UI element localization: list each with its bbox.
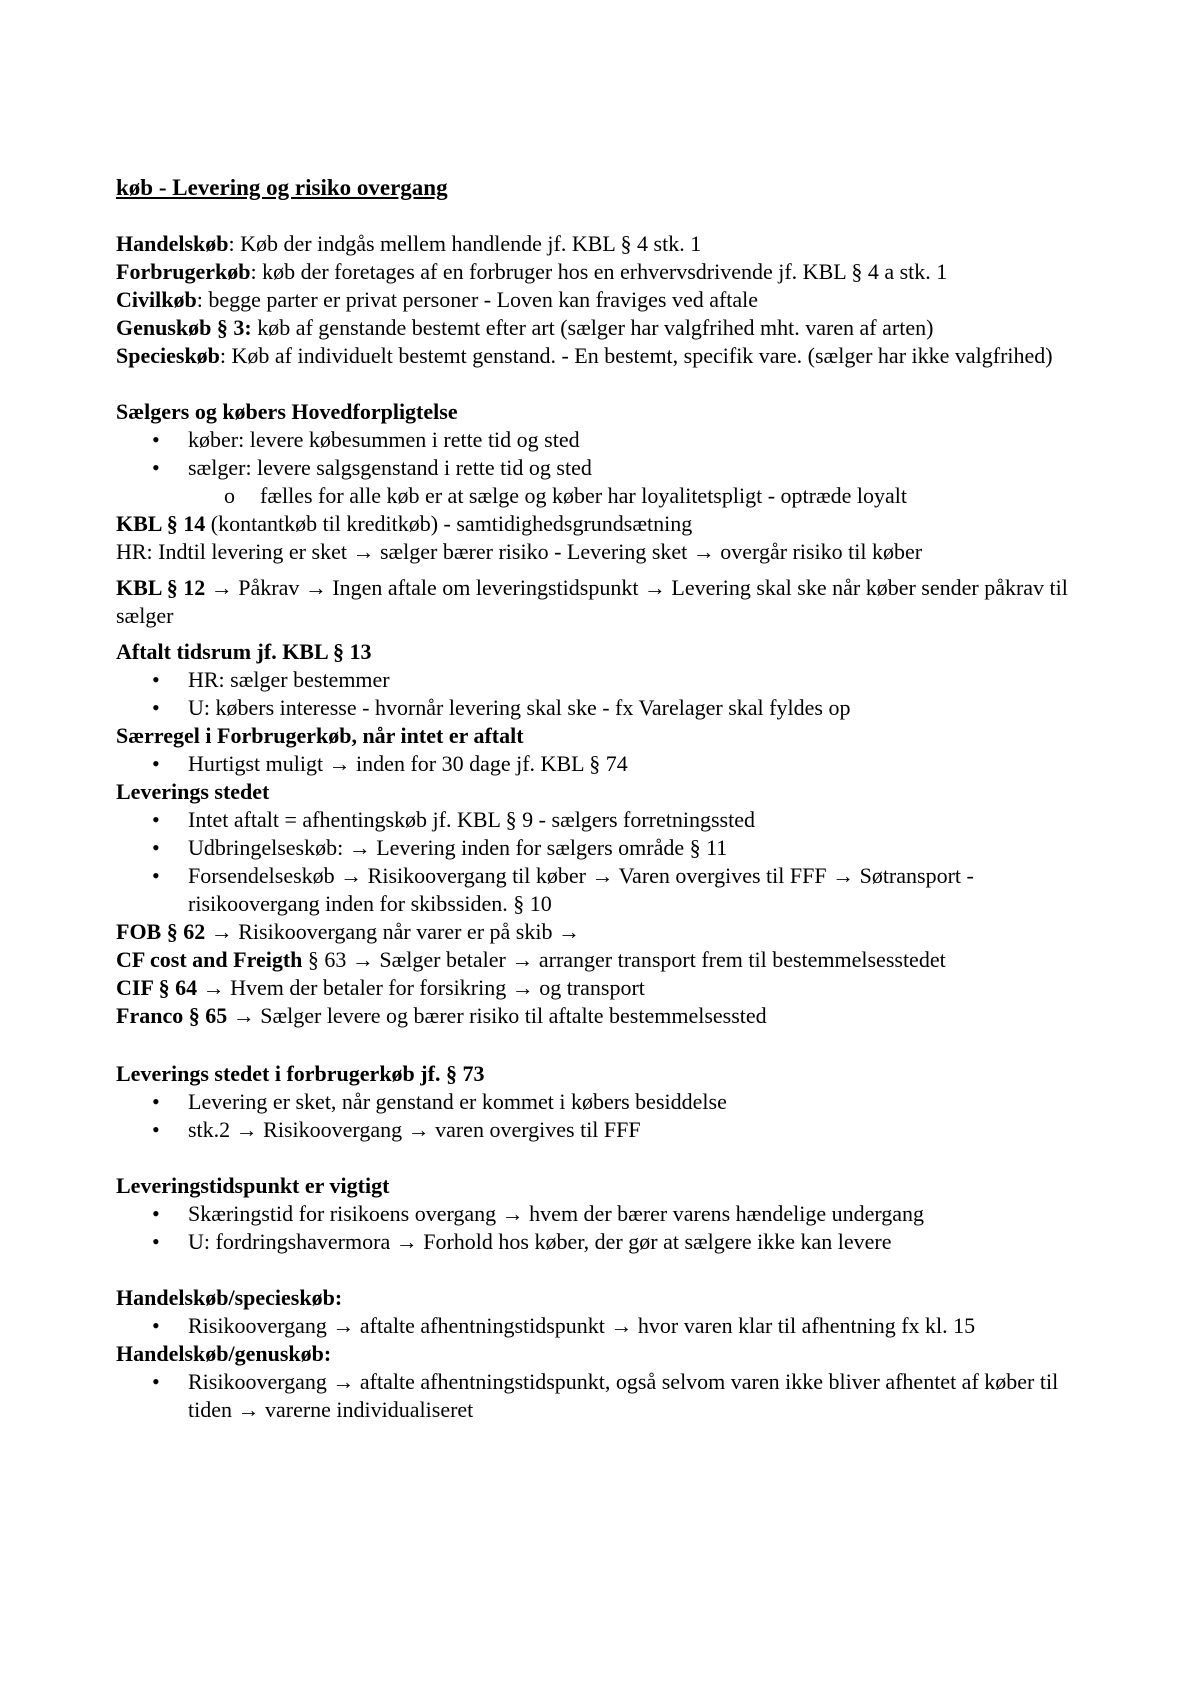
document-body (116, 174, 1096, 1424)
list-item: • Levering er sket, når genstand er kommet i købers besiddelse (116, 1088, 1096, 1116)
section-heading-saerregel: Særregel i Forbrugerkøb, når intet er aftalt (116, 723, 524, 748)
section-heading-hovedforpligtelse: Sælgers og købers Hovedforpligtelse (116, 399, 458, 424)
list-item: • Risikoovergang → aftalte afhentningstidspunkt → hvor varen klar til afhentning fx kl. 15 (116, 1312, 1096, 1340)
section-heading-specieskob: Handelskøb/specieskøb: (116, 1285, 343, 1310)
clause-fob: FOB § 62 → Risikoovergang når varer er på skib → (116, 919, 580, 944)
list-item: • køber: levere købesummen i rette tid og sted (116, 426, 1096, 454)
definition-handelskob (116, 230, 1096, 258)
kbl-14-line: KBL § 14 (kontantkøb til kreditkøb) - samtidighedsgrundsætning (116, 511, 693, 536)
clause-franco: Franco § 65 → Sælger levere og bærer risiko til aftalte bestemmelsessted (116, 1003, 767, 1028)
sub-list-item: o fælles for alle køb er at sælge og køber har loyalitetspligt - optræde loyalt (116, 482, 1096, 510)
hr-risk-line: HR: Indtil levering er sket → sælger bærer risiko - Levering sket → overgår risiko til køber (116, 539, 923, 564)
definition-civilkob (116, 286, 1096, 314)
definition-text: : begge parter er privat personer - Loven kan fraviges ved aftale (196, 287, 759, 312)
list-item: • U: fordringshavermora → Forhold hos køber, der gør at sælgere ikke kan levere (116, 1228, 1096, 1256)
section-heading-forbruger-levering: Leverings stedet i forbrugerkøb jf. § 73 (116, 1061, 485, 1086)
section-heading-genuskob: Handelskøb/genuskøb: (116, 1341, 332, 1366)
clause-cif: CIF § 64 → Hvem der betaler for forsikring → og transport (116, 975, 645, 1000)
list-item: • Risikoovergang → aftalte afhentningstidspunkt, også selvom varen ikke bliver afhentet af køber til tiden → varerne individualiseret (116, 1368, 1096, 1424)
definition-term: Specieskøb (116, 343, 220, 368)
list-item: • HR: sælger bestemmer (116, 666, 1096, 694)
list-item: • U: købers interesse - hvornår levering skal ske - fx Varelager skal fyldes op (116, 694, 1096, 722)
section-heading-leverings-stedet: Leverings stedet (116, 779, 270, 804)
definition-term: Forbrugerkøb (116, 259, 251, 284)
definition-term: Handelskøb (116, 231, 229, 256)
list-item: • Hurtigst muligt → inden for 30 dage jf. KBL § 74 (116, 750, 1096, 778)
definition-term: Civilkøb (116, 287, 197, 312)
definition-text: : Køb af individuelt bestemt genstand. - En bestemt, specifik vare. (sælger har ikke valgfrihed) (219, 343, 1053, 368)
list-item: • Skæringstid for risikoens overgang → hvem der bærer varens hændelige undergang (116, 1200, 1096, 1228)
definition-text: køb af genstande bestemt efter art (sælger har valgfrihed mht. varen af arten) (251, 315, 934, 340)
definition-text: : køb der foretages af en forbruger hos en erhvervsdrivende jf. KBL § 4 a stk. 1 (250, 259, 948, 284)
page-title: køb - Levering og risiko overgang (116, 175, 448, 200)
definition-text: : Køb der indgås mellem handlende jf. KBL § 4 stk. 1 (228, 231, 702, 256)
definition-specieskob (116, 342, 1096, 370)
list-item: • sælger: levere salgsgenstand i rette tid og sted (116, 454, 1096, 482)
clause-cf: CF cost and Freigth § 63 → Sælger betaler → arranger transport frem til bestemmelsesstedet (116, 947, 946, 972)
list-item: • Forsendelseskøb → Risikoovergang til køber → Varen overgives til FFF → Søtransport - risikoovergang inden for skibssiden. § 10 (116, 862, 1096, 918)
list-item: • Udbringelseskøb: → Levering inden for sælgers område § 11 (116, 834, 1096, 862)
section-heading-leveringstidspunkt: Leveringstidspunkt er vigtigt (116, 1173, 390, 1198)
definition-genuskob (116, 314, 1096, 342)
definition-term: Genuskøb § 3: (116, 315, 252, 340)
list-item: • stk.2 → Risikoovergang → varen overgives til FFF (116, 1116, 1096, 1144)
section-heading-aftalt-tidsrum: Aftalt tidsrum jf. KBL § 13 (116, 639, 372, 664)
definition-forbrugerkob (116, 258, 1096, 286)
list-item: • Intet aftalt = afhentingskøb jf. KBL § 9 - sælgers forretningssted (116, 806, 1096, 834)
kbl-12-paragraph: KBL § 12 → Påkrav → Ingen aftale om leveringstidspunkt → Levering skal ske når køber sender påkrav til sælger (116, 575, 1068, 628)
